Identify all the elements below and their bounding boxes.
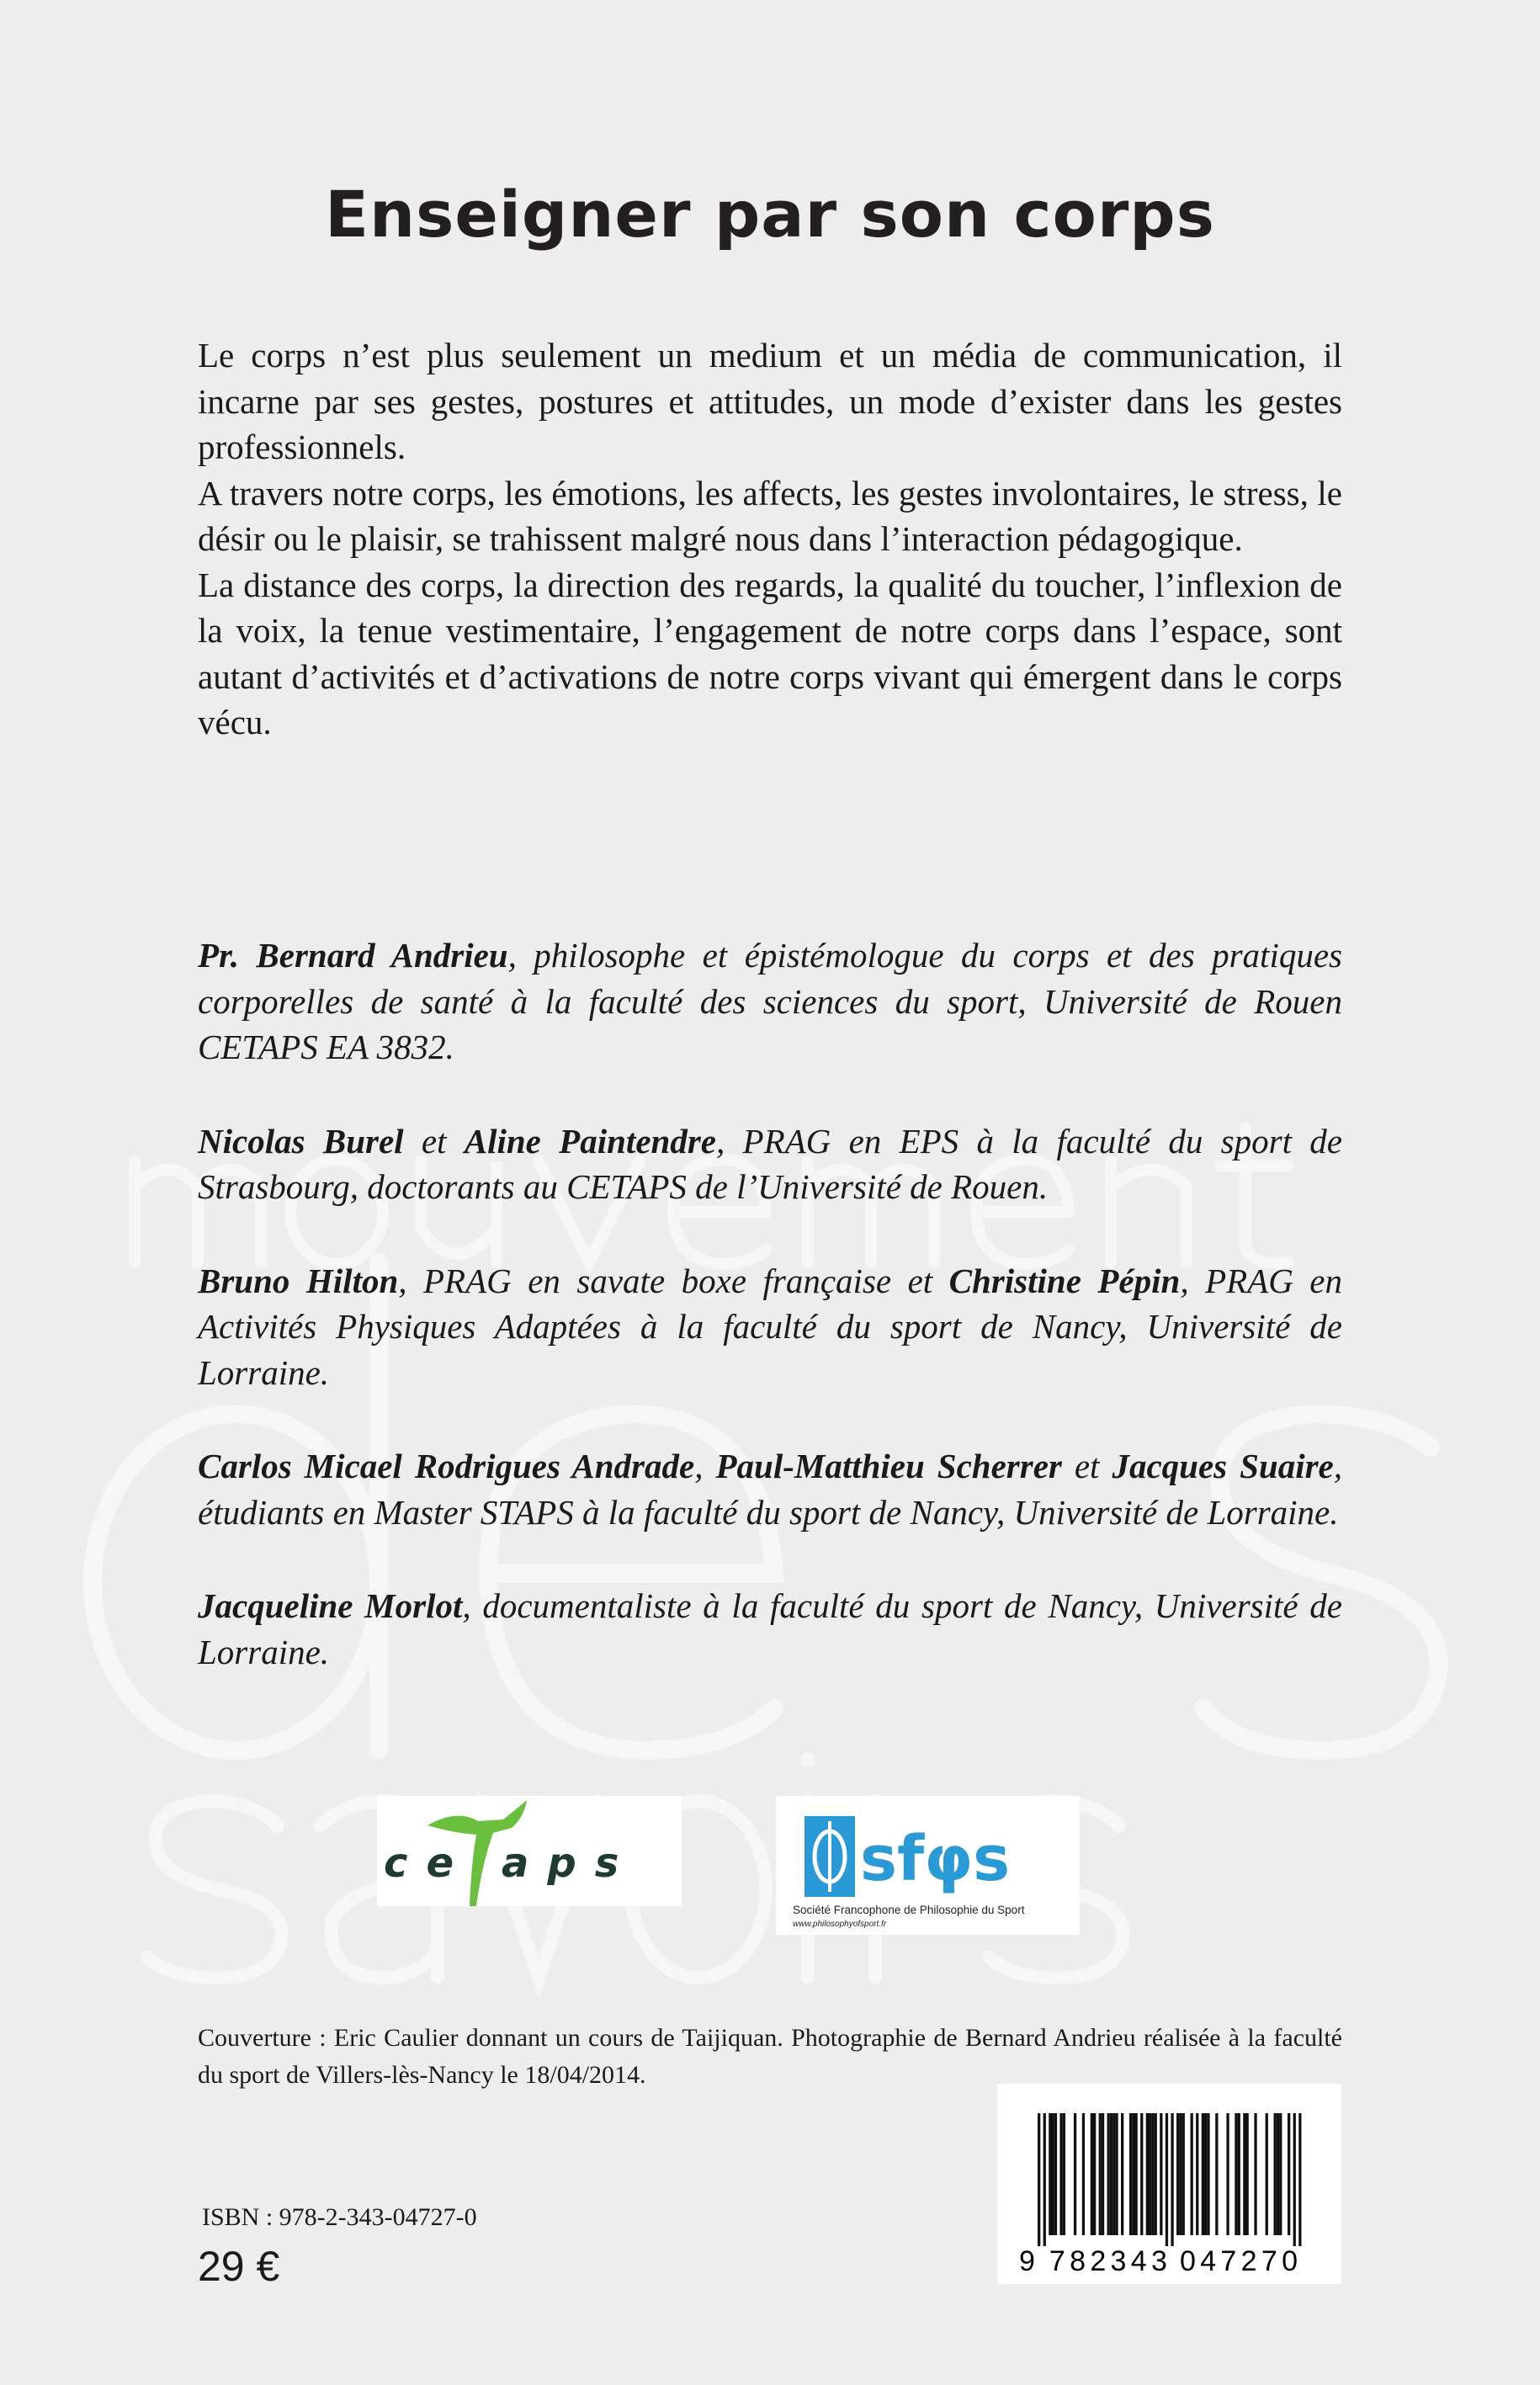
barcode-bar xyxy=(1266,2113,1268,2235)
barcode-bar xyxy=(1274,2113,1277,2235)
cover-credit: Couverture : Eric Caulier donnant un cours de Taijiquan. Photographie de Bernard Andrieu réalisée à la faculté du sport de Villers-lès-Nancy le 18/04/2014. xyxy=(198,2024,1342,2089)
barcode-bar xyxy=(1135,2113,1138,2235)
barcode-bar xyxy=(1113,2113,1115,2235)
barcode-digits: 782343 xyxy=(1049,2245,1167,2277)
barcode-bar xyxy=(1038,2113,1040,2246)
barcode-bar xyxy=(1191,2113,1193,2235)
svg-text:www.philosophyofsport.fr: www.philosophyofsport.fr xyxy=(793,1920,887,1929)
barcode-bar xyxy=(1049,2113,1051,2235)
barcode-bar xyxy=(1059,2113,1062,2235)
barcode-bar xyxy=(1091,2113,1093,2235)
author-entry: Carlos Micael Rodrigues Andrade, Paul-Matthieu Scherrer et Jacques Suaire, étudiants en Master STAPS à la faculté du sport de Nancy, Université de Lorraine. xyxy=(198,1447,1343,1532)
barcode-bar xyxy=(1277,2113,1279,2235)
cetaps-logo xyxy=(377,1796,682,1906)
barcode-bar xyxy=(1176,2113,1179,2235)
barcode-bar xyxy=(1052,2113,1054,2235)
barcode-bar xyxy=(1140,2113,1143,2235)
author-name: Bruno Hilton xyxy=(198,1261,399,1300)
barcode-bar xyxy=(1043,2113,1046,2246)
author-entry: Nicolas Burel et Aline Paintendre, PRAG en EPS à la faculté du sport de Strasbourg, doctorants au CETAPS de l’Université de Rouen. xyxy=(198,1121,1342,1206)
blurb-paragraph: La distance des corps, la direction des regards, la qualité du toucher, l’inflexion de la voix, la tenue vestimentaire, l’engagement de notre corps dans l’espace, sont autant d’activités et d’activations de notre corps vivant qui émergent dans le corps vécu. xyxy=(198,565,1342,741)
svg-text:ce: ce xyxy=(384,1840,473,1887)
author-name: Jacqueline Morlot xyxy=(198,1586,463,1625)
barcode-bar xyxy=(1054,2113,1057,2235)
barcode-bar xyxy=(1166,2113,1168,2246)
barcode-digits: 9 xyxy=(1019,2245,1035,2277)
barcode-bar xyxy=(1063,2113,1065,2235)
price: 29 € xyxy=(198,2243,280,2290)
author-entry: Bruno Hilton, PRAG en savate boxe française et Christine Pépin, PRAG en Activités Physiques Adaptées à la faculté du sport de Nancy, Université de Lorraine. xyxy=(198,1261,1342,1392)
barcode-bar xyxy=(1215,2113,1218,2235)
svg-text:sfφs: sfφs xyxy=(860,1823,1011,1895)
barcode-bar xyxy=(1149,2113,1151,2235)
barcode-bar xyxy=(1254,2113,1256,2235)
author-name: Paul-Matthieu Scherrer xyxy=(715,1447,1062,1485)
barcode-bar xyxy=(1132,2113,1134,2235)
barcode-bar xyxy=(1293,2113,1296,2246)
isbn: ISBN : 978-2-343-04727-0 xyxy=(202,2203,477,2231)
book-title: Enseigner par son corps xyxy=(325,177,1215,252)
author-entry: Pr. Bernard Andrieu, philosophe et épistémologue du corps et des pratiques corporelles de santé à la faculté des sciences du sport, Université de Rouen CETAPS EA 3832. xyxy=(198,936,1342,1066)
barcode-bar xyxy=(1121,2113,1123,2235)
author-name: Nicolas Burel xyxy=(198,1121,404,1161)
barcode-bar xyxy=(1155,2113,1157,2235)
barcode-bar xyxy=(1204,2113,1207,2235)
blurb-paragraph: Le corps n’est plus seulement un medium et un média de communication, il incarne par ses gestes, postures et attitudes, un mode d’exister dans les gestes professionnels. xyxy=(198,336,1342,466)
barcode-bar xyxy=(1235,2113,1237,2235)
blurb-paragraph: A travers notre corps, les émotions, les affects, les gestes involontaires, le stress, le désir ou le plaisir, se trahissent malgré nous dans l’interaction pédagogique. xyxy=(198,473,1342,558)
author-entry: Jacqueline Morlot, documentaliste à la faculté du sport de Nancy, Université de Lorraine. xyxy=(198,1586,1342,1671)
barcode-bar xyxy=(1099,2113,1102,2235)
sfps-logo xyxy=(776,1796,1080,1935)
authors-section xyxy=(198,932,1342,1723)
barcode-bar xyxy=(1171,2113,1173,2246)
barcode-bar xyxy=(1107,2113,1110,2235)
author-name: Christine Pépin xyxy=(948,1261,1181,1300)
author-name: Jacques Suaire xyxy=(1112,1447,1334,1485)
barcode-bar xyxy=(1129,2113,1132,2235)
barcode-bar xyxy=(1151,2113,1154,2235)
barcode-bar xyxy=(1279,2113,1282,2235)
barcode-bar xyxy=(1202,2113,1204,2235)
barcode-bar xyxy=(1182,2113,1185,2235)
barcode-bar xyxy=(1238,2113,1240,2235)
barcode-digits: 047270 xyxy=(1180,2245,1298,2277)
author-name: Aline Paintendre xyxy=(464,1121,716,1161)
barcode-bar xyxy=(1082,2113,1085,2235)
svg-text:Société Francophone de Philoso: Société Francophone de Philosophie du Sport xyxy=(793,1904,1025,1916)
barcode xyxy=(997,2084,1341,2284)
svg-text:aps: aps xyxy=(502,1840,638,1887)
barcode-bar xyxy=(1146,2113,1149,2235)
barcode-bar xyxy=(1179,2113,1182,2235)
barcode-bar xyxy=(1093,2113,1096,2235)
barcode-bar xyxy=(1110,2113,1113,2235)
author-name: Carlos Micael Rodrigues Andrade xyxy=(198,1447,695,1485)
barcode-bar xyxy=(1246,2113,1249,2235)
barcode-bar xyxy=(1288,2113,1290,2235)
barcode-bar xyxy=(1160,2113,1162,2235)
barcode-bar xyxy=(1102,2113,1104,2235)
barcode-bar xyxy=(1226,2113,1229,2235)
barcode-bar xyxy=(1207,2113,1209,2235)
barcode-bar xyxy=(1298,2113,1301,2246)
barcode-bar xyxy=(1074,2113,1076,2235)
barcode-bar xyxy=(1243,2113,1245,2235)
barcode-bar xyxy=(1115,2113,1118,2235)
blurb xyxy=(198,332,1342,746)
barcode-bar xyxy=(1196,2113,1198,2235)
author-name: Pr. Bernard Andrieu xyxy=(198,936,508,975)
